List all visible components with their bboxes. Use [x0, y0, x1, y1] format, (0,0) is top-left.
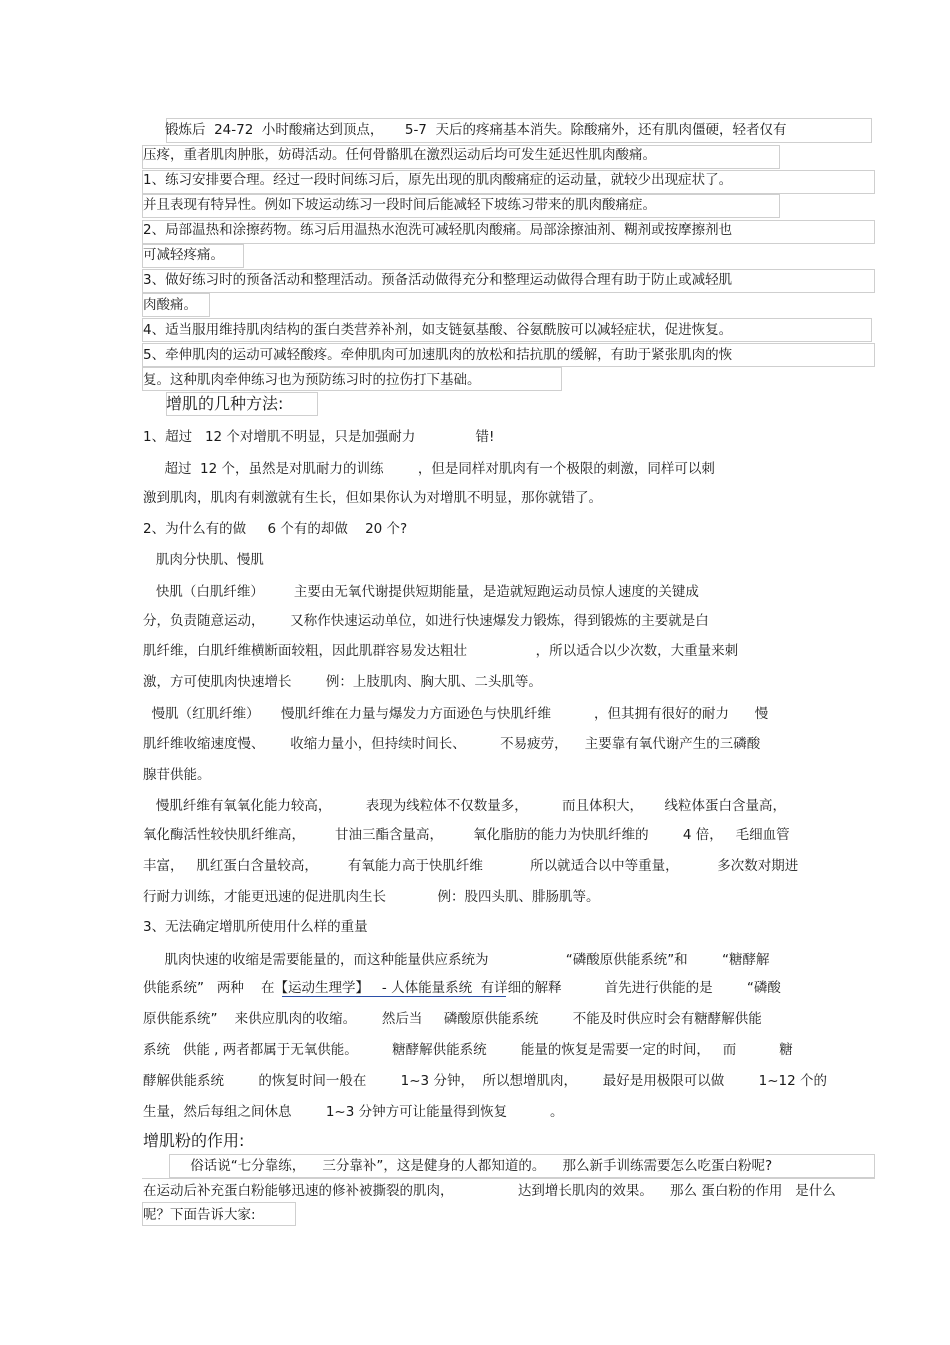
- paragraph-line: 肉酸痛。: [143, 297, 197, 313]
- paragraph-line: 激，方可使肌肉快速增长 例：上肢肌肉、胸大肌、二头肌等。: [143, 674, 542, 690]
- list-item: 2、为什么有的做 6 个有的却做 20 个?: [143, 521, 408, 537]
- paragraph-line: 肌肉分快肌、慢肌: [143, 552, 264, 568]
- section-heading: 增肌粉的作用:: [143, 1131, 245, 1150]
- paragraph-line: 氧化酶活性较快肌纤维高， 甘油三酯含量高， 氧化脂肪的能力为快肌纤维的 4 倍， 毛细血管: [143, 827, 790, 843]
- paragraph-line: 分，负责随意运动， 又称作快速运动单位，如进行快速爆发力锻炼，得到锻炼的主要就是白: [143, 613, 709, 629]
- paragraph-line: 激到肌肉，肌肉有刺激就有生长，但如果你认为对增肌不明显，那你就错了。: [143, 490, 602, 506]
- paragraph-line: 慢肌纤维有氧氧化能力较高， 表现为线粒体不仅数量多， 而且体积大， 线粒体蛋白含量高，: [143, 798, 786, 814]
- list-item: 1、超过 12 个对增肌不明显，只是加强耐力 错!: [143, 429, 495, 445]
- list-item: 3、无法确定增肌所使用什么样的重量: [143, 919, 368, 935]
- list-item: 2、局部温热和涂擦药物。练习后用温热水泡洗可减轻肌肉酸痛。局部涂擦油剂、糊剂或按摩擦剂也: [143, 222, 733, 238]
- list-item: 4、适当服用维持肌肉结构的蛋白类营养补剂，如支链氨基酸、谷氨酰胺可以减轻症状，促进恢复。: [143, 322, 733, 338]
- paragraph-line: 生量，然后每组之间休息 1~3 分钟方可让能量得到恢复 。: [143, 1104, 564, 1120]
- paragraph-line: 肌纤维收缩速度慢、 收缩力量小，但持续时间长、 不易疲劳， 主要靠有氧代谢产生的三磷酸: [143, 736, 761, 752]
- paragraph-line: 呢？下面告诉大家:: [143, 1207, 256, 1223]
- paragraph-line: 肌纤维，白肌纤维横断面较粗，因此肌群容易发达粗壮 ，所以适合以少次数，大重量来刺: [143, 643, 739, 659]
- paragraph-line: 肌肉快速的收缩是需要能量的，而这种能量供应系统为 “磷酸原供能系统”和 “糖酵解: [143, 952, 770, 968]
- list-item: 1、练习安排要合理。经过一段时间练习后，原先出现的肌肉酸痛症的运动量，就较少出现症状了。: [143, 172, 733, 188]
- paragraph-line: 酵解供能系统 的恢复时间一般在 1~3 分钟， 所以想增肌肉， 最好是用极限可以做 1~12 个的: [143, 1073, 827, 1089]
- paragraph-line: 超过 12 个，虽然是对肌耐力的训练 ，但是同样对肌肉有一个极限的刺激，同样可以刺: [143, 461, 715, 477]
- section-heading: 增肌的几种方法:: [166, 394, 284, 413]
- paragraph-line: 压疼，重者肌肉肿胀，妨碍活动。任何骨骼肌在激烈运动后均可发生延迟性肌肉酸痛。: [143, 147, 656, 163]
- paragraph-line: 慢肌（红肌纤维） 慢肌纤维在力量与爆发力方面逊色与快肌纤维 ，但其拥有很好的耐力 慢: [143, 706, 769, 722]
- paragraph-line: 复。这种肌肉牵伸练习也为预防练习时的拉伤打下基础。: [143, 372, 481, 388]
- list-item: 5、牵伸肌肉的运动可减轻酸疼。牵伸肌肉可加速肌肉的放松和拮抗肌的缓解，有助于紧张肌肉的恢: [143, 347, 733, 363]
- text-frame-line: [142, 1178, 875, 1179]
- paragraph-line: 系统 供能 , 两者都属于无氧供能。 糖酵解供能系统 能量的恢复是需要一定的时间， 而 糖: [143, 1042, 793, 1058]
- paragraph-line: 可减轻疼痛。: [143, 247, 224, 263]
- paragraph-line: 丰富， 肌红蛋白含量较高， 有氧能力高于快肌纤维 所以就适合以中等重量， 多次数对期进: [143, 858, 799, 874]
- paragraph-line: 俗话说“七分靠练， 三分靠补”，这是健身的人都知道的。 那么新手训练需要怎么吃蛋白粉呢?: [143, 1158, 773, 1174]
- paragraph-line: 供能系统” 两种 在【运动生理学】 - 人体能量系统 有详细的解释 首先进行供能的是 “磷酸: [143, 980, 781, 996]
- paragraph-line: 腺苷供能。: [143, 767, 211, 783]
- paragraph-line: 在运动后补充蛋白粉能够迅速的修补被撕裂的肌肉， 达到增长肌肉的效果。 那么 蛋白粉的作用 是什么: [143, 1183, 836, 1199]
- paragraph-line: 锻炼后 24-72 小时酸痛达到顶点， 5-7 天后的疼痛基本消失。除酸痛外，还有肌肉僵硬，轻者仅有: [165, 122, 787, 138]
- paragraph-line: 并且表现有特异性。例如下坡运动练习一段时间后能减轻下坡练习带来的肌肉酸痛症。: [143, 197, 656, 213]
- paragraph-line: 行耐力训练，才能更迅速的促进肌肉生长 例：股四头肌、腓肠肌等。: [143, 889, 600, 905]
- list-item: 3、做好练习时的预备活动和整理活动。预备活动做得充分和整理运动做得合理有助于防止或减轻肌: [143, 272, 733, 288]
- paragraph-line: 原供能系统” 来供应肌肉的收缩。 然后当 磷酸原供能系统 不能及时供应时会有糖酵解供能: [143, 1011, 762, 1027]
- link-underline[interactable]: [282, 996, 506, 997]
- paragraph-line: 快肌（白肌纤维） 主要由无氧代谢提供短期能量，是造就短跑运动员惊人速度的关键成: [143, 584, 699, 600]
